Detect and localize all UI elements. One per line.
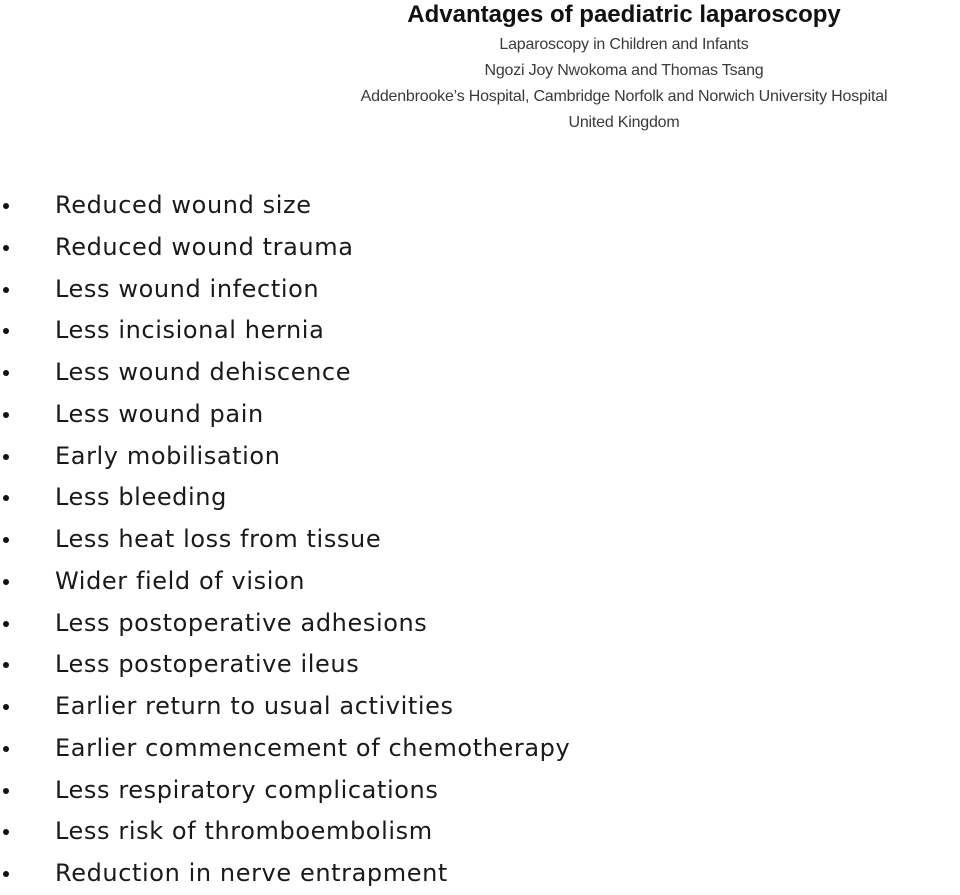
bullet-icon bbox=[3, 621, 9, 627]
bullet-icon bbox=[3, 537, 9, 543]
document-authors: Ngozi Joy Nwokoma and Thomas Tsang bbox=[484, 62, 764, 79]
list-item-text: Less incisional hernia bbox=[55, 316, 325, 345]
list-item-text: Earlier commencement of chemotherapy bbox=[55, 733, 571, 762]
bullet-icon bbox=[3, 829, 9, 835]
bullet-icon bbox=[3, 412, 9, 418]
bullet-icon bbox=[3, 662, 9, 668]
document-title: Advantages of paediatric laparoscopy bbox=[407, 1, 841, 28]
list-item-text: Earlier return to usual activities bbox=[55, 692, 454, 720]
list-item-text: Less respiratory complications bbox=[55, 775, 439, 804]
bullet-icon bbox=[3, 704, 9, 710]
list-item-text: Less heat loss from tissue bbox=[55, 525, 382, 553]
bullet-icon bbox=[3, 203, 9, 209]
list-item-text: Reduced wound size bbox=[55, 191, 312, 219]
bullet-icon bbox=[3, 287, 9, 293]
bullet-icon bbox=[3, 746, 9, 752]
bullet-icon bbox=[3, 454, 9, 460]
document-country: United Kingdom bbox=[568, 114, 680, 131]
list-item-text: Less postoperative adhesions bbox=[55, 608, 428, 637]
bullet-icon bbox=[3, 788, 9, 794]
bullet-icon bbox=[3, 871, 9, 877]
list-item-text: Less bleeding bbox=[55, 483, 227, 512]
list-item-text: Reduced wound trauma bbox=[55, 232, 354, 261]
bullet-icon bbox=[3, 328, 9, 334]
list-item-text: Early mobilisation bbox=[55, 441, 281, 470]
list-item-text: Less postoperative ileus bbox=[55, 650, 360, 679]
list-item-text: Less wound dehiscence bbox=[55, 358, 352, 386]
list-item-text: Less wound infection bbox=[55, 274, 320, 303]
document-subtitle: Laparoscopy in Children and Infants bbox=[499, 36, 749, 53]
bullet-icon bbox=[3, 495, 9, 501]
document-header bbox=[0, 0, 960, 140]
list-item-text: Less risk of thromboembolism bbox=[55, 817, 433, 846]
list-item-text: Reduction in nerve entrapment bbox=[55, 859, 448, 887]
bullet-icon bbox=[3, 245, 9, 251]
list-item-text: Wider field of vision bbox=[55, 566, 306, 595]
bullet-icon bbox=[3, 370, 9, 376]
bullet-icon bbox=[3, 579, 9, 585]
list-item-text: Less wound pain bbox=[55, 399, 264, 428]
document-affiliation: Addenbrooke’s Hospital, Cambridge Norfolk and Norwich University Hospital bbox=[360, 88, 888, 105]
